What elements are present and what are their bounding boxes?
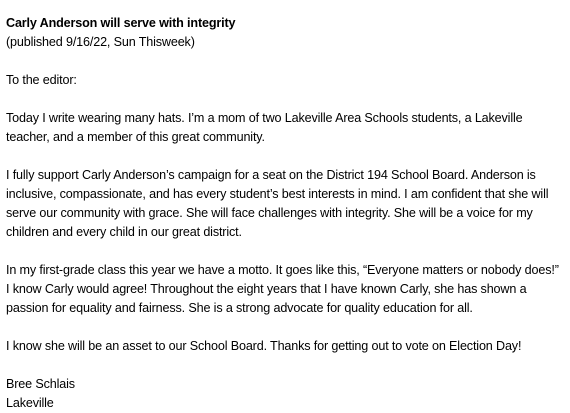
signature-city: Lakeville <box>6 396 54 410</box>
paragraph-motto: In my first-grade class this year we have a motto. It goes like this, “Everyone matters or nobody does!” I know Carly would agree! Throughout the eight years that I have known Carly, she has shown a passion for equality and fairness. She is a strong advocate for quality education for all. <box>6 263 559 315</box>
paragraph-support: I fully support Carly Anderson’s campaign for a seat on the District 194 School Board. Anderson is inclusive, compassionate, and has every student’s best interests in mind. I am confident that she will serve our community with grace. She will face challenges with integrity. She will be a voice for my children and every child in our great district. <box>6 168 549 239</box>
signature-block <box>6 375 564 413</box>
paragraph-closing: I know she will be an asset to our School Board. Thanks for getting out to vote on Election Day! <box>6 339 522 353</box>
salutation: To the editor: <box>6 73 77 87</box>
signature-name: Bree Schlais <box>6 377 75 391</box>
letter-headline: Carly Anderson will serve with integrity <box>6 16 236 30</box>
publication-note: (published 9/16/22, Sun Thisweek) <box>6 35 195 49</box>
paragraph-intro: Today I write wearing many hats. I’m a mom of two Lakeville Area Schools students, a Lakeville teacher, and a member of this great community. <box>6 111 523 144</box>
